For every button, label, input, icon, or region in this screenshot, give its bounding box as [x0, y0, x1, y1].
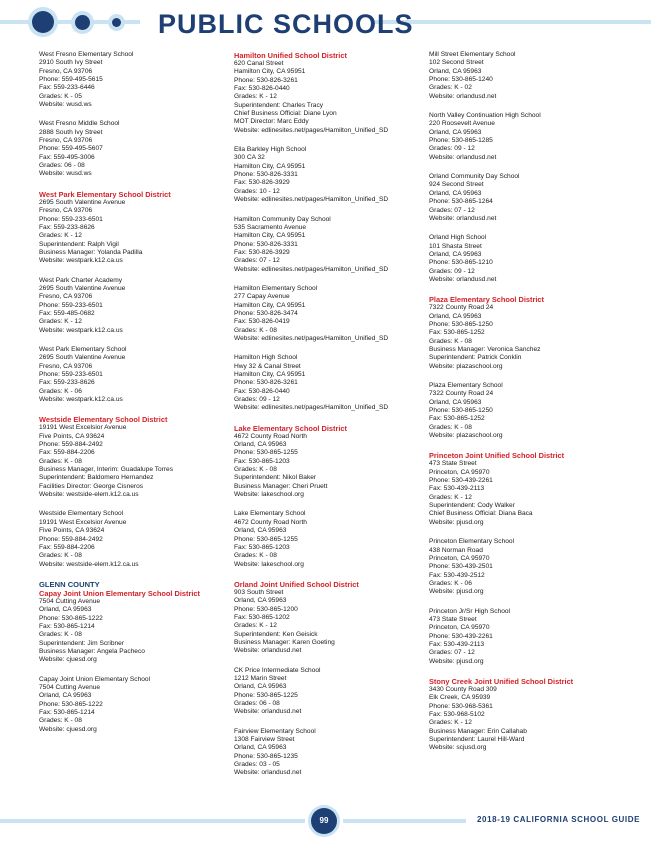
entry-line: Grades: 09 - 12 [429, 145, 475, 153]
header-rule-right [372, 20, 651, 24]
entry-line: Orland, CA 95963 [429, 67, 482, 75]
entry-line: Superintendent: Charles Tracy [234, 101, 324, 109]
entry-line: Website: westside-elem.k12.ca.us [39, 491, 139, 499]
entry-line: Phone: 530-865-1222 [39, 614, 103, 622]
entry-line: Orland, CA 95963 [429, 250, 482, 258]
footer-rule-left [0, 819, 305, 823]
entry-line: Princeton Elementary School [429, 538, 515, 546]
entry-line: Fresno, CA 93706 [39, 207, 93, 215]
footer-rule-right [343, 819, 466, 823]
entry-line: Lake Elementary School [234, 510, 306, 518]
entry-line: Chief Business Official: Diane Lyon [234, 110, 337, 118]
entry-line: Business Manager, Interim: Guadalupe Torres [39, 466, 174, 474]
entry-line: Hwy 32 & Canal Street [234, 362, 301, 370]
entry-line: Fairview Elementary School [234, 727, 316, 735]
entry-line: 102 Second Street [429, 59, 484, 67]
entry-line: Superintendent: Baldomero Hernandez [39, 474, 154, 482]
header-dot-small [112, 18, 121, 27]
district-section [429, 51, 629, 284]
school-entry [39, 199, 224, 266]
school-entry [234, 146, 424, 204]
entry-line: Superintendent: Patrick Conklin [429, 354, 522, 362]
entry-line: Fax: 530-865-1203 [234, 457, 290, 465]
entry-line: Grades: K - 08 [39, 717, 82, 725]
entry-line: Superintendent: Ken Geisick [234, 630, 318, 638]
entry-line: Hamilton City, CA 95951 [234, 162, 306, 170]
entry-line: Phone: 530-865-1264 [429, 198, 493, 206]
entry-line: Orland, CA 95963 [234, 744, 287, 752]
entry-line: Website: edlinesites.net/pages/Hamilton_Unified_SD [234, 265, 389, 273]
entry-line: Ella Barkley High School [234, 146, 307, 154]
entry-line: Hamilton City, CA 95951 [234, 232, 306, 240]
entry-line: 473 State Street [429, 615, 477, 623]
entry-line: Phone: 530-826-3331 [234, 240, 298, 248]
school-entry [234, 216, 424, 274]
entry-line: North Valley Continuation High School [429, 112, 541, 120]
entry-line: Hamilton City, CA 95951 [234, 301, 306, 309]
entry-line: Website: orlandusd.net [429, 92, 497, 100]
entry-line: Grades: K - 06 [39, 387, 82, 395]
entry-line: Website: edlinesites.net/pages/Hamilton_Unified_SD [234, 404, 389, 412]
school-entry [39, 424, 224, 499]
entry-line: Fax: 530-826-3929 [234, 248, 290, 256]
entry-line: Grades: 07 - 12 [429, 206, 475, 214]
entry-line: Grades: K - 08 [39, 457, 82, 465]
page-header [0, 0, 651, 48]
entry-line: 438 Norman Road [429, 546, 483, 554]
entry-line: Westside Elementary School [39, 510, 124, 518]
entry-line: Fax: 530-865-1202 [234, 613, 290, 621]
entry-line: 620 Canal Street [234, 60, 284, 67]
school-entry [39, 51, 224, 109]
entry-line: 101 Shasta Street [429, 242, 482, 250]
school-entry [234, 728, 424, 778]
school-entry [429, 173, 629, 223]
entry-line: Superintendent: Ralph Vigil [39, 240, 119, 248]
entry-line: Grades: K - 08 [39, 552, 82, 560]
entry-line: Website: wusd.ws [39, 170, 92, 178]
entry-line: Phone: 530-865-1250 [429, 407, 493, 415]
entry-line: Fresno, CA 93706 [39, 137, 93, 145]
entry-line: Website: westpark.k12.ca.us [39, 396, 123, 404]
entry-line: Grades: 07 - 12 [234, 257, 280, 265]
entry-line: Fresno, CA 93706 [39, 362, 93, 370]
district-section [234, 580, 424, 778]
entry-line: Business Manager: Angela Pacheco [39, 647, 145, 655]
entry-line: Orland, CA 95963 [429, 128, 482, 136]
entry-line: Orland, CA 95963 [429, 398, 482, 406]
entry-line: Grades: K - 12 [39, 232, 82, 240]
entry-line: Phone: 530-865-1222 [39, 700, 103, 708]
entry-line: Website: westpark.k12.ca.us [39, 326, 123, 334]
entry-line: Fax: 559-233-8626 [39, 379, 95, 387]
school-entry [429, 538, 629, 596]
district-section [234, 424, 424, 569]
district-section [234, 51, 424, 413]
entry-line: Website: plazaschool.org [429, 362, 503, 370]
school-entry [39, 676, 224, 734]
entry-line: Chief Business Official: Diana Baca [429, 510, 533, 518]
entry-line: Fax: 530-439-2512 [429, 571, 485, 579]
entry-line: Fax: 530-865-1214 [39, 622, 95, 630]
entry-line: Fax: 530-439-2113 [429, 485, 485, 493]
entry-line: Phone: 559-233-6501 [39, 301, 103, 309]
district-section [39, 580, 224, 734]
header-dot-large [32, 11, 54, 33]
entry-line: Website: cjuesd.org [39, 725, 97, 733]
entry-line: 473 State Street [429, 460, 477, 468]
district-heading: Plaza Elementary School District [429, 295, 545, 305]
entry-line: Hamilton High School [234, 354, 298, 362]
entry-line: Princeton, CA 95970 [429, 468, 490, 476]
entry-line: Fax: 530-826-0419 [234, 318, 290, 326]
entry-line: 2695 South Valentine Avenue [39, 284, 126, 292]
school-entry [39, 120, 224, 178]
entry-line: Fax: 530-865-1214 [39, 709, 95, 716]
entry-line: Grades: 10 - 12 [234, 187, 280, 195]
school-entry [39, 346, 224, 404]
entry-line: Phone: 530-968-5361 [429, 702, 493, 710]
entry-line: Fax: 559-233-6446 [39, 84, 95, 92]
entry-line: Phone: 530-826-3331 [234, 171, 298, 179]
school-entry [39, 277, 224, 335]
entry-line: Phone: 559-233-6501 [39, 215, 103, 223]
school-entry [234, 354, 424, 412]
entry-line: Hamilton City, CA 95951 [234, 371, 306, 378]
entry-line: Hamilton City, CA 95951 [234, 68, 306, 76]
entry-line: Princeton Jr/Sr High School [429, 607, 510, 615]
entry-line: Elk Creek, CA 95939 [429, 694, 491, 702]
entry-line: Grades: 09 - 12 [234, 396, 280, 404]
entry-line: Fax: 559-884-2206 [39, 543, 95, 551]
entry-line: Orland, CA 95963 [234, 597, 287, 605]
entry-line: MOT Director: Marc Eddy [234, 118, 309, 126]
entry-line: Website: scjusd.org [429, 744, 487, 752]
entry-line: 4672 County Road North [234, 432, 307, 440]
entry-line: Phone: 530-865-1235 [234, 752, 298, 760]
entry-line: Website: pjusd.org [429, 518, 484, 526]
entry-line: 220 Roosevelt Avenue [429, 120, 495, 128]
district-section [429, 295, 629, 440]
entry-line: 535 Sacramento Avenue [234, 223, 307, 231]
entry-line: Orland High School [429, 234, 487, 242]
entry-line: Grades: 07 - 12 [429, 649, 475, 657]
entry-line: Hamilton Community Day School [234, 215, 331, 223]
header-dot-medium [75, 15, 90, 30]
entry-line: Superintendent: Nikol Baker [234, 474, 317, 482]
entry-line: CK Price Intermediate School [234, 666, 321, 674]
entry-line: Fax: 530-865-1252 [429, 329, 485, 337]
entry-line: Fax: 530-826-0440 [234, 85, 290, 93]
entry-line: Grades: K - 02 [429, 84, 472, 92]
entry-line: Website: orlandusd.net [234, 708, 302, 716]
entry-line: Fax: 530-968-5102 [429, 711, 485, 718]
entry-line: Orland, CA 95963 [234, 527, 287, 535]
entry-line: Grades: K - 08 [429, 337, 472, 345]
entry-line: Business Manager: Cheri Pruett [234, 482, 328, 490]
district-section [39, 51, 224, 179]
entry-line: Princeton, CA 95970 [429, 624, 490, 632]
school-entry [234, 285, 424, 343]
entry-line: Five Points, CA 93624 [39, 432, 105, 440]
county-heading: GLENN COUNTY [39, 579, 100, 589]
entry-line: Phone: 559-884-2492 [39, 535, 103, 543]
entry-line: 2910 South Ivy Street [39, 59, 103, 67]
entry-line: Business Manager: Karen Goeting [234, 638, 335, 646]
school-entry [234, 510, 424, 568]
entry-line: Website: orlandusd.net [429, 153, 497, 161]
entry-line: 1308 Fairview Street [234, 736, 295, 744]
entry-line: Phone: 530-865-1255 [234, 449, 298, 457]
entry-line: Fax: 530-439-2113 [429, 640, 485, 648]
entry-line: Business Manager: Erin Callahab [429, 727, 527, 735]
column-3 [429, 51, 629, 764]
school-entry [429, 234, 629, 284]
entry-line: West Park Charter Academy [39, 276, 123, 284]
entry-line: Phone: 530-439-2261 [429, 632, 493, 640]
entry-line: 2695 South Valentine Avenue [39, 354, 126, 362]
page-number: 99 [311, 808, 337, 834]
entry-line: 1212 Marin Street [234, 674, 287, 682]
entry-line: 903 South Street [234, 588, 284, 596]
entry-line: 7322 County Road 24 [429, 304, 494, 312]
entry-line: Website: orlandusd.net [234, 647, 302, 655]
entry-line: Orland, CA 95963 [429, 312, 482, 320]
entry-line: 19191 West Excelsior Avenue [39, 424, 127, 432]
entry-line: Orland Community Day School [429, 173, 520, 181]
entry-line: Grades: K - 05 [39, 92, 82, 100]
entry-line: Superintendent: Jim Scribner [39, 639, 125, 647]
entry-line: West Park Elementary School [39, 345, 127, 353]
guide-title: 2018-19 CALIFORNIA SCHOOL GUIDE [477, 815, 641, 824]
entry-line: Grades: K - 08 [429, 423, 472, 431]
entry-line: Grades: K - 08 [234, 552, 277, 560]
entry-line: Superintendent: Cody Walker [429, 502, 515, 510]
entry-line: Princeton, CA 95970 [429, 554, 490, 562]
entry-line: West Fresno Middle School [39, 120, 120, 128]
entry-line: Phone: 559-495-5615 [39, 76, 103, 84]
district-heading: Princeton Joint Unified School District [429, 451, 565, 461]
district-section [39, 190, 224, 405]
entry-line: Website: lakeschool.org [234, 560, 304, 568]
entry-line: Orland, CA 95963 [429, 189, 482, 197]
entry-line: Capay Joint Union Elementary School [39, 675, 151, 683]
entry-line: Grades: K - 12 [234, 93, 277, 101]
page-title: PUBLIC SCHOOLS [158, 9, 414, 39]
entry-line: 2695 South Valentine Avenue [39, 198, 126, 206]
entry-line: Fax: 559-495-3006 [39, 153, 95, 161]
school-entry [429, 460, 629, 527]
entry-line: Website: plazaschool.org [429, 432, 503, 440]
entry-line: Grades: K - 08 [234, 326, 277, 334]
entry-line: Plaza Elementary School [429, 382, 503, 389]
district-heading: Stony Creek Joint Unified School District [429, 676, 574, 686]
school-entry [429, 686, 629, 753]
school-entry [429, 51, 629, 101]
entry-line: 277 Capay Avenue [234, 293, 290, 301]
entry-line: Website: pjusd.org [429, 657, 484, 665]
entry-line: Grades: 06 - 08 [39, 162, 85, 170]
entry-line: Website: pjusd.org [429, 588, 484, 596]
entry-line: Orland, CA 95963 [39, 692, 92, 700]
entry-line: Website: orlandusd.net [234, 769, 302, 777]
entry-line: Phone: 530-826-3261 [234, 379, 298, 387]
district-heading: Orland Joint Unified School District [234, 579, 359, 589]
entry-line: Business Manager: Yolanda Padilla [39, 248, 143, 256]
entry-line: Phone: 530-865-1225 [234, 691, 298, 699]
entry-line: Mill Street Elementary School [429, 51, 516, 58]
district-heading: West Park Elementary School District [39, 189, 171, 199]
entry-line: Phone: 530-865-1210 [429, 259, 493, 267]
school-entry [39, 598, 224, 665]
school-entry [234, 589, 424, 656]
entry-line: Website: orlandusd.net [429, 275, 497, 283]
entry-line: Grades: K - 12 [234, 622, 277, 630]
entry-line: Fresno, CA 93706 [39, 67, 93, 75]
school-entry [429, 112, 629, 162]
entry-line: Phone: 530-865-1285 [429, 137, 493, 145]
entry-line: Five Points, CA 93624 [39, 527, 105, 535]
entry-line: Phone: 530-865-1200 [234, 605, 298, 613]
district-heading: Hamilton Unified School District [234, 51, 347, 60]
entry-line: Fax: 530-826-0440 [234, 387, 290, 395]
entry-line: Grades: K - 12 [429, 493, 472, 501]
column-2 [234, 51, 424, 789]
entry-line: Phone: 559-233-6501 [39, 371, 103, 378]
entry-line: Business Manager: Veronica Sanchez [429, 345, 541, 353]
entry-line: Grades: 06 - 08 [234, 700, 280, 707]
entry-line: Phone: 530-439-2261 [429, 477, 493, 485]
entry-line: 2888 South Ivy Street [39, 128, 103, 136]
district-heading: Westside Elementary School District [39, 415, 168, 425]
school-entry [234, 667, 424, 717]
entry-line: West Fresno Elementary School [39, 51, 134, 58]
entry-line: Website: cjuesd.org [39, 656, 97, 664]
school-entry [429, 608, 629, 666]
entry-line: Phone: 559-884-2492 [39, 441, 103, 449]
entry-line: 3430 County Road 309 [429, 685, 497, 693]
entry-line: Website: orlandusd.net [429, 214, 497, 222]
entry-line: 924 Second Street [429, 181, 484, 189]
entry-line: Grades: K - 12 [39, 318, 82, 326]
school-entry [234, 60, 424, 135]
entry-line: 19191 West Excelsior Avenue [39, 518, 127, 526]
district-section [39, 415, 224, 569]
entry-line: Website: edlinesites.net/pages/Hamilton_Unified_SD [234, 126, 389, 134]
entry-line: Orland, CA 95963 [234, 683, 287, 691]
entry-line: Grades: K - 08 [234, 466, 277, 474]
entry-line: Phone: 530-865-1250 [429, 320, 493, 328]
entry-line: Facilities Director: George Cisneros [39, 482, 144, 490]
entry-line: Grades: K - 06 [429, 579, 472, 587]
entry-line: Website: wusd.ws [39, 101, 92, 109]
entry-line: 7322 County Road 24 [429, 390, 494, 398]
entry-line: Grades: 09 - 12 [429, 267, 475, 275]
entry-line: Website: westpark.k12.ca.us [39, 257, 123, 265]
entry-line: Phone: 530-439-2501 [429, 563, 493, 571]
school-entry [429, 304, 629, 371]
entry-line: Fax: 530-865-1252 [429, 415, 485, 423]
entry-line: Orland, CA 95963 [39, 606, 92, 614]
entry-line: Grades: K - 12 [429, 719, 472, 727]
entry-line: Superintendent: Laurel Hill-Ward [429, 736, 525, 744]
entry-line: Website: edlinesites.net/pages/Hamilton_Unified_SD [234, 334, 389, 342]
entry-line: Fax: 530-865-1203 [234, 543, 290, 551]
school-entry [234, 433, 424, 500]
entry-line: Phone: 530-865-1255 [234, 535, 298, 543]
entry-line: Grades: 03 - 05 [234, 761, 280, 769]
entry-line: Fax: 559-884-2206 [39, 449, 95, 457]
entry-line: Phone: 530-826-3261 [234, 76, 298, 84]
entry-line: Hamilton Elementary School [234, 284, 318, 292]
entry-line: Phone: 530-865-1240 [429, 76, 493, 84]
school-entry [429, 382, 629, 440]
entry-line: Phone: 559-495-5607 [39, 145, 103, 153]
entry-line: Fax: 559-233-8626 [39, 223, 95, 231]
entry-line: 300 CA 32 [234, 154, 265, 162]
entry-line: 7504 Cutting Avenue [39, 597, 101, 605]
entry-line: Website: edlinesites.net/pages/Hamilton_Unified_SD [234, 196, 389, 204]
page-footer [0, 808, 651, 838]
entry-line: Grades: K - 08 [39, 631, 82, 639]
entry-line: Fax: 559-485-0682 [39, 309, 95, 317]
entry-line: Website: westside-elem.k12.ca.us [39, 560, 139, 568]
district-section [429, 451, 629, 666]
district-section [429, 677, 629, 753]
column-1 [39, 51, 224, 745]
school-entry [39, 510, 224, 568]
entry-line: Fresno, CA 93706 [39, 293, 93, 301]
entry-line: 7504 Cutting Avenue [39, 683, 101, 691]
entry-line: Orland, CA 95963 [234, 441, 287, 449]
district-heading: Lake Elementary School District [234, 423, 347, 433]
entry-line: Website: lakeschool.org [234, 491, 304, 499]
district-heading: Capay Joint Union Elementary School District [39, 588, 200, 598]
entry-line: Phone: 530-826-3474 [234, 309, 298, 317]
entry-line: 4672 County Road North [234, 518, 307, 526]
entry-line: Fax: 530-826-3929 [234, 179, 290, 187]
